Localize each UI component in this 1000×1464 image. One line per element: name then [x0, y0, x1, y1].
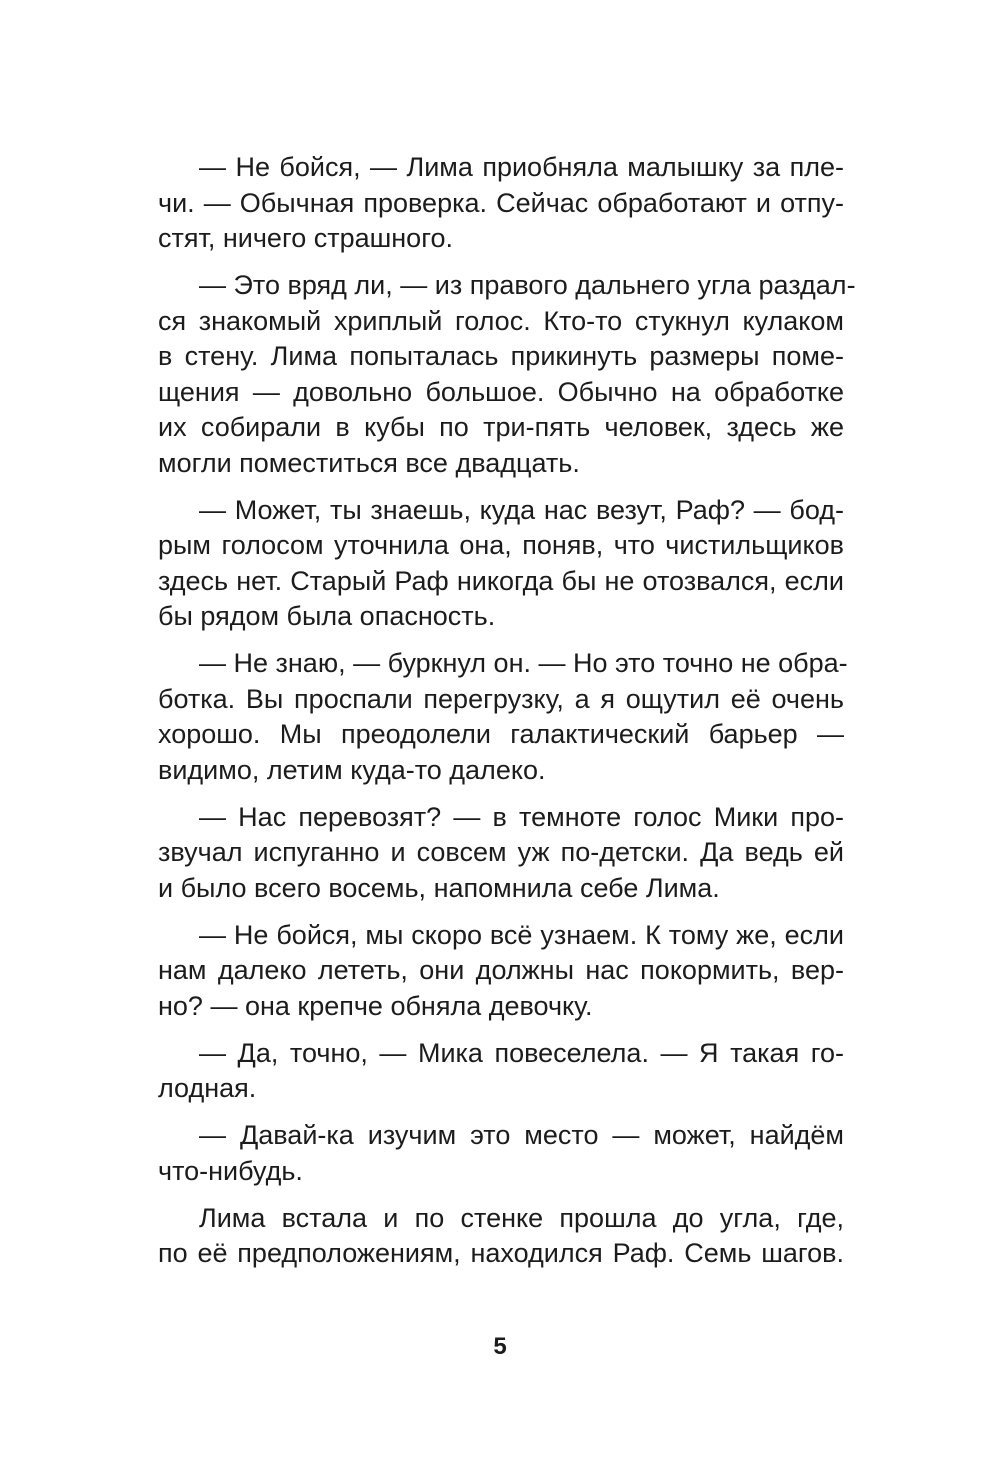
text-line: здесь нет. Старый Раф никогда бы не отозвался, если — [158, 565, 844, 596]
text-line: — Да, точно, — Мика повеселела. — Я такая го- — [199, 1037, 844, 1068]
paragraph — [158, 800, 844, 907]
text-line: в стену. Лима попыталась прикинуть размеры поме- — [158, 341, 844, 371]
text-line: — Не бойся, — Лима приобняла малышку за пле- — [199, 152, 844, 182]
text-line: по её предположениям, находился Раф. Семь шагов. — [158, 1238, 844, 1268]
text-line: ся знакомый хриплый голос. Кто-то стукнул кулаком — [158, 305, 844, 336]
text-line: — Это вряд ли, — из правого дальнего угла раздал- — [199, 270, 856, 300]
paragraph — [158, 918, 844, 1025]
text-line: — Может, ты знаешь, куда нас везут, Раф? — бод- — [199, 494, 844, 525]
text-line: их собирали в кубы по три-пять человек, здесь же — [158, 412, 844, 442]
text-line: могли поместиться все двадцать. — [158, 447, 580, 478]
text-line: — Нас перевозят? — в темноте голос Мики про- — [199, 801, 844, 832]
text-line: лодная. — [158, 1073, 257, 1103]
paragraph — [158, 1118, 844, 1189]
page-number: 5 — [493, 1333, 507, 1360]
paragraph — [158, 268, 856, 481]
text-line: чи. — Обычная проверка. Сейчас обработают и отпу- — [158, 187, 844, 218]
text-line: — Давай-ка изучим это место — может, найдём — [199, 1120, 844, 1150]
text-line: звучал испуганно и совсем уж по-детски. Да ведь ей — [158, 837, 844, 867]
text-line: нам далеко лететь, они должны нас покормить, вер- — [158, 955, 844, 985]
text-line: стят, ничего страшного. — [158, 223, 453, 253]
paragraph — [158, 646, 848, 788]
text-line: рым голосом уточнила она, поняв, что чистильщиков — [158, 530, 844, 560]
paragraph — [158, 150, 844, 257]
text-line: Лима встала и по стенке прошла до угла, где, — [199, 1202, 844, 1233]
text-line: бы рядом была опасность. — [158, 601, 496, 631]
text-line: и было всего восемь, напомнила себе Лима. — [158, 872, 720, 903]
text-line: хорошо. Мы преодолели галактический барьер — — [158, 719, 844, 749]
book-page-text — [158, 150, 856, 1272]
paragraph — [158, 493, 844, 635]
text-line: видимо, летим куда-то далеко. — [158, 754, 546, 785]
paragraph — [158, 1201, 844, 1272]
text-line: — Не знаю, — буркнул он. — Но это точно не обра- — [199, 648, 848, 678]
text-line: но? — она крепче обняла девочку. — [158, 990, 593, 1021]
text-line: щения — довольно большое. Обычно на обработке — [158, 376, 844, 407]
text-line: что-нибудь. — [158, 1155, 303, 1186]
paragraph — [158, 1036, 844, 1107]
text-line: — Не бойся, мы скоро всё узнаем. К тому же, если — [199, 919, 844, 950]
text-line: ботка. Вы проспали перегрузку, а я ощутил её очень — [158, 683, 844, 714]
